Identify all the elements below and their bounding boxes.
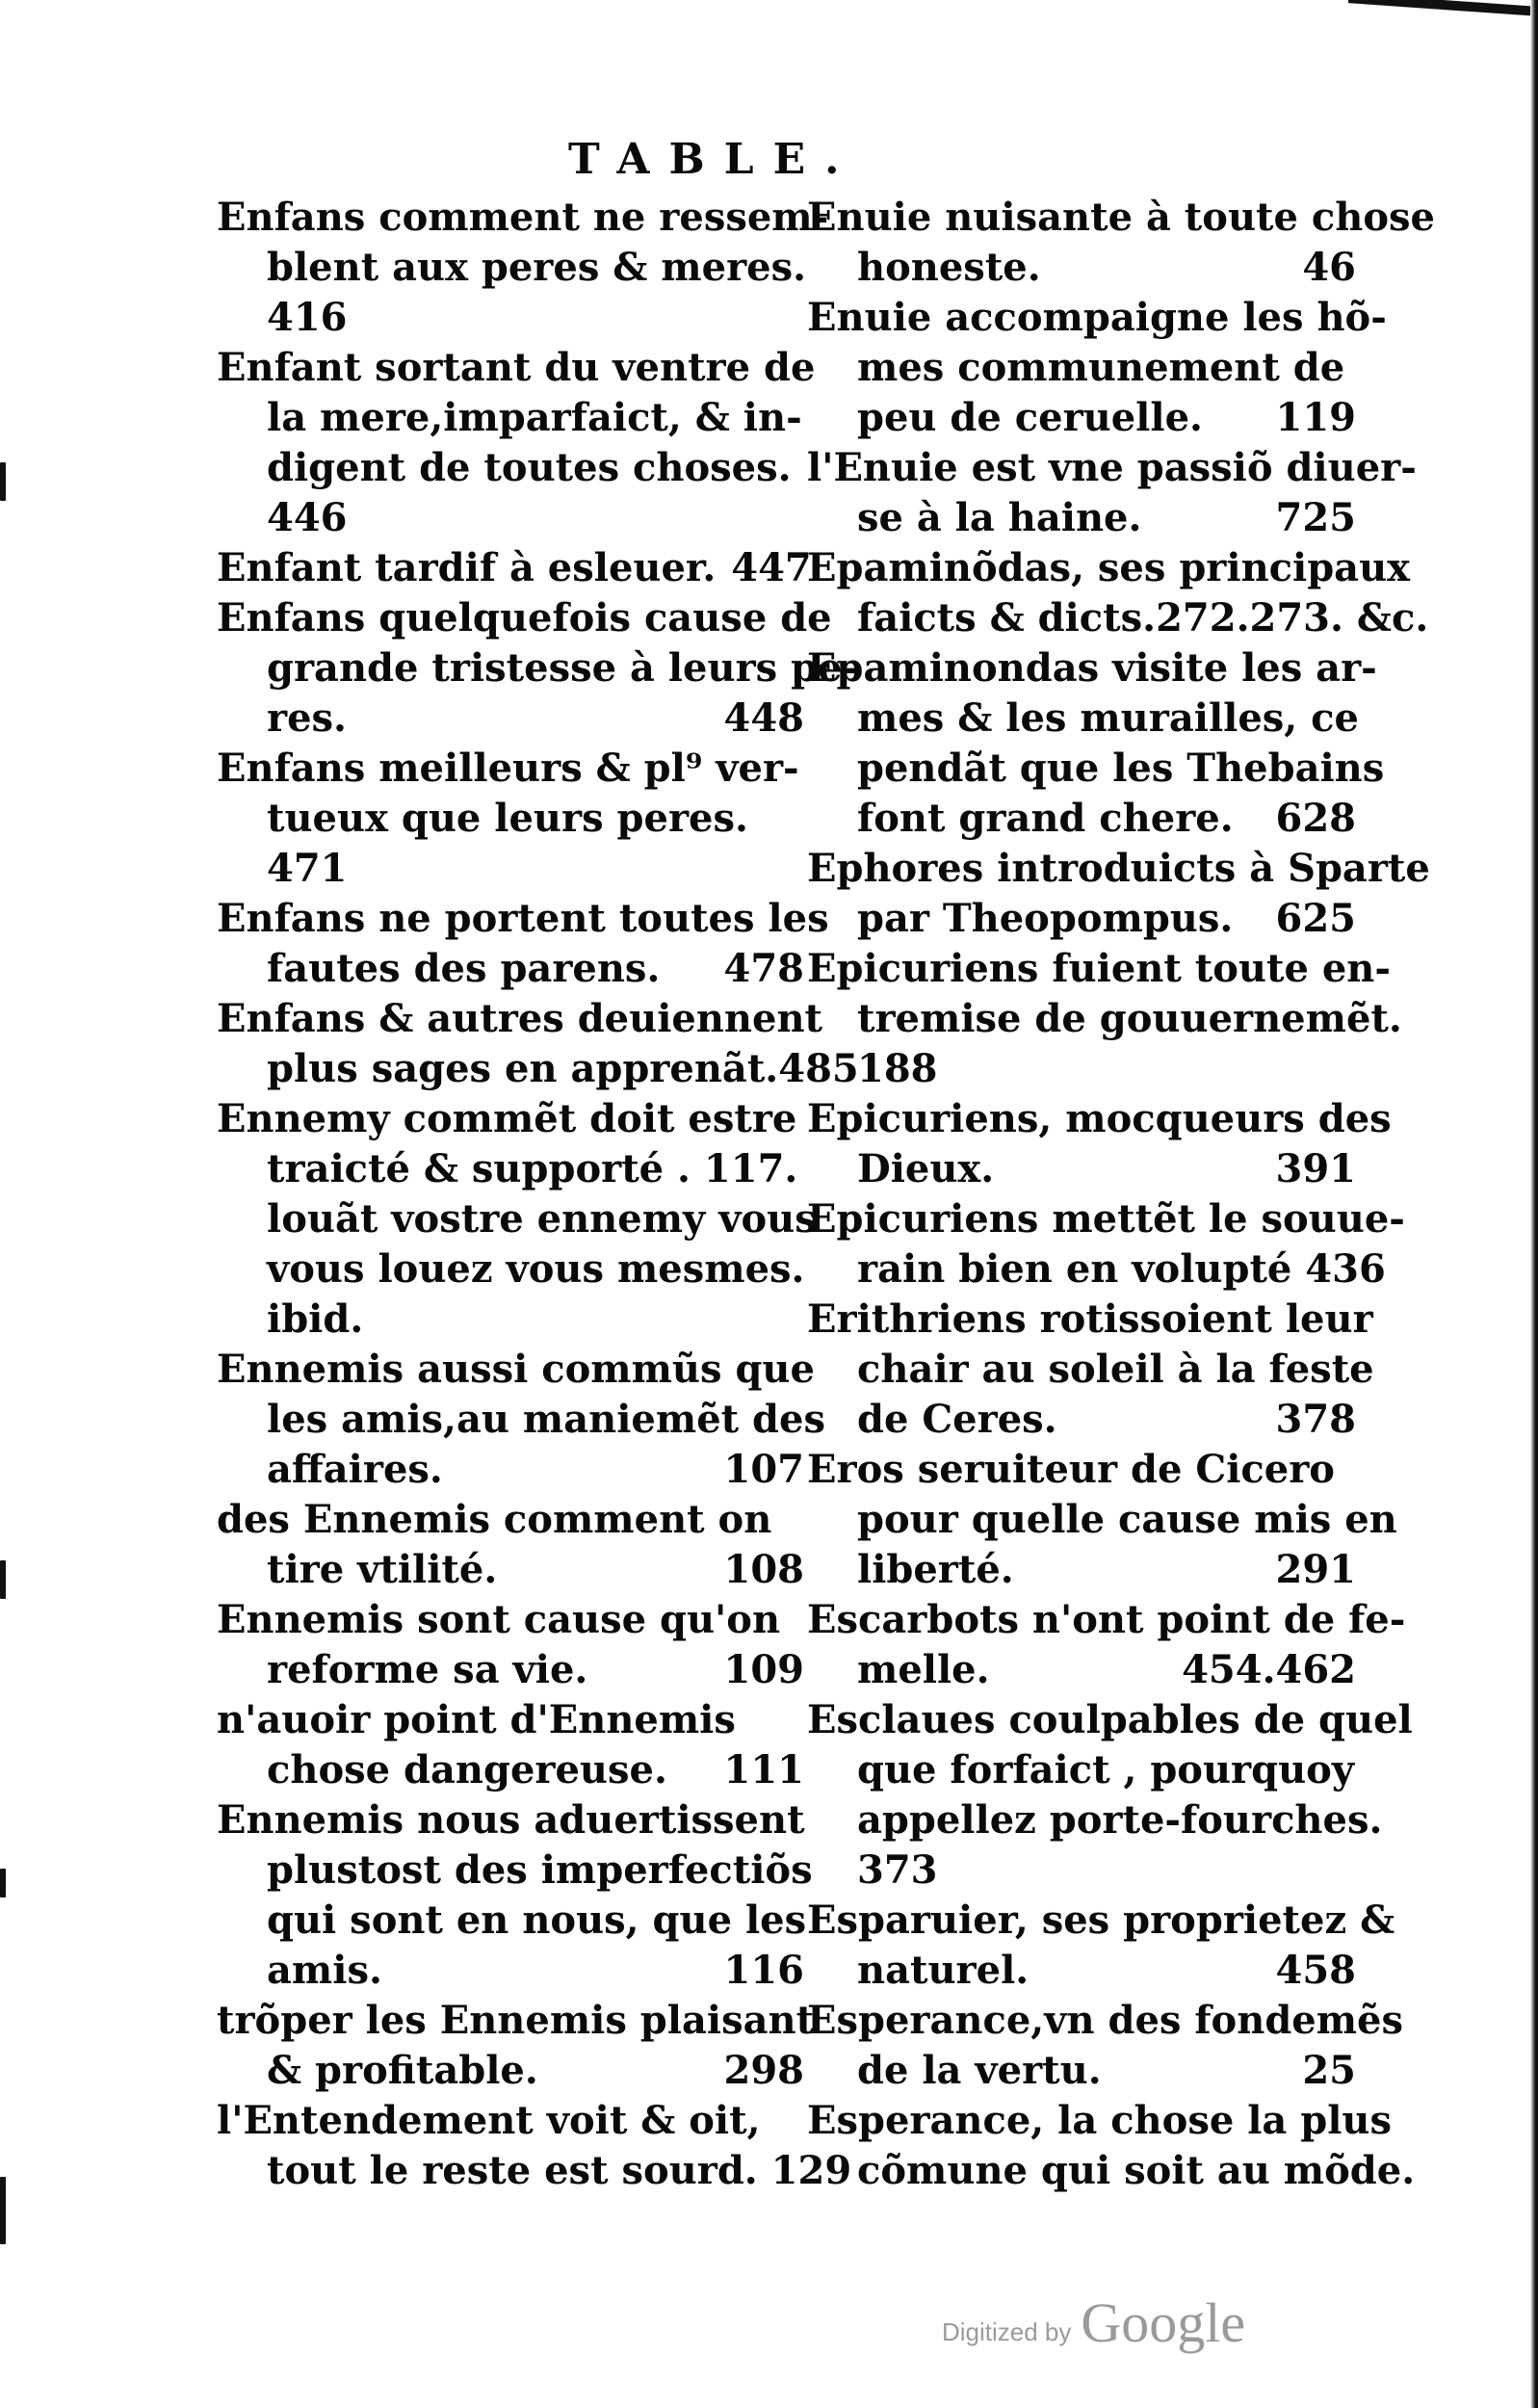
index-entry [807, 1194, 1405, 1295]
entry-line [217, 2046, 804, 2096]
entry-line [807, 2096, 1393, 2146]
entry-text: Ennemis sont cause qu'on [217, 1597, 781, 1642]
entry-text: Epaminõdas, ses principaux [807, 545, 1411, 590]
page-number: 291 [1275, 1547, 1356, 1592]
index-entry [807, 1996, 1404, 2096]
entry-line [807, 593, 1429, 643]
entry-text: peu de ceruelle. [857, 395, 1203, 440]
entry-line [217, 1545, 804, 1595]
page-number: 25 [1302, 2048, 1356, 2093]
entry-line [217, 994, 823, 1044]
entry-line [217, 343, 816, 393]
entry-text: tremise de gouuernemẽt. [857, 996, 1402, 1041]
entry-line [807, 1495, 1397, 1545]
entry-text: les amis,au maniemẽt des [267, 1397, 825, 1442]
entry-line [217, 493, 804, 543]
entry-text: Enfans ne portent toutes les [217, 896, 829, 941]
entry-text: Esperance,vn des fondemẽs [807, 1998, 1404, 2043]
entry-line [217, 1495, 804, 1545]
index-entry [807, 1896, 1395, 1996]
index-entry [807, 1695, 1413, 1896]
entry-text: que forfaict , pourquoy [857, 1747, 1355, 1793]
entry-text: 446 [267, 495, 348, 540]
entry-line [807, 193, 1435, 243]
entry-line [217, 1445, 804, 1495]
entry-text: Escarbots n'ont point de fe- [807, 1597, 1406, 1642]
entry-line [217, 243, 807, 293]
index-entry [217, 1345, 825, 1495]
entry-line [807, 643, 1377, 694]
index-column-right [807, 193, 1435, 2215]
page-number: 298 [723, 2048, 804, 2093]
entry-text: Ennemy commẽt doit estre [217, 1096, 797, 1141]
index-entry [807, 643, 1385, 844]
index-entry [807, 1295, 1374, 1445]
entry-text: Enfant tardif à esleuer. [217, 545, 717, 590]
index-entry [217, 2096, 852, 2196]
entry-line [807, 543, 1411, 593]
entry-text: 471 [267, 846, 348, 891]
index-entry [807, 193, 1435, 293]
entry-line [217, 443, 804, 493]
entry-line [807, 1044, 1356, 1094]
page-header: TABLE. [568, 135, 859, 184]
entry-line [807, 393, 1356, 443]
entry-text: chair au soleil à la feste [857, 1347, 1374, 1392]
entry-line [217, 643, 859, 694]
page-number: 109 [723, 1647, 804, 1692]
google-logo: Google [1081, 2291, 1246, 2354]
page-number: 378 [1275, 1397, 1356, 1442]
entry-line [807, 1545, 1356, 1595]
entry-line [807, 343, 1356, 393]
entry-line [807, 844, 1430, 894]
entry-line [807, 744, 1385, 794]
entry-text: honeste. [857, 245, 1041, 290]
page-number: 625 [1275, 896, 1356, 941]
entry-line [807, 1645, 1356, 1695]
entry-line [807, 944, 1391, 994]
entry-text: 373 [857, 1847, 938, 1893]
entry-line [807, 493, 1356, 543]
entry-line [807, 1946, 1356, 1996]
page-number: 478 [723, 946, 804, 991]
entry-line [807, 1745, 1356, 1795]
index-column-left [217, 193, 859, 2215]
entry-text: Eros seruiteur de Cicero [807, 1447, 1335, 1492]
entry-line [807, 1295, 1373, 1345]
entry-text: ibid. [267, 1296, 364, 1342]
page-number: 111 [723, 1747, 804, 1793]
entry-text: des Ennemis comment on [217, 1497, 772, 1542]
page-number: 628 [1275, 796, 1356, 841]
page-number: 116 [723, 1948, 804, 1993]
index-entry [217, 1495, 804, 1595]
entry-text: Enfant sortant du ventre de [217, 345, 816, 390]
entry-text: Epicuriens fuient toute en- [807, 946, 1391, 991]
index-entry [807, 1595, 1406, 1695]
entry-text: tout le reste est sourd. 129 [267, 2148, 852, 2193]
entry-text: amis. [267, 1948, 382, 1993]
entry-line [807, 994, 1402, 1044]
index-entry [807, 844, 1430, 944]
entry-text: mes & les murailles, ce [857, 695, 1359, 741]
entry-line [807, 293, 1387, 343]
page-edge-right [1530, 0, 1538, 2408]
page-edge-left [0, 0, 10, 2408]
entry-text: Ephores introduicts à Sparte [807, 846, 1430, 891]
page-number: 46 [1302, 245, 1356, 290]
entry-text: louãt vostre ennemy vous [267, 1196, 817, 1242]
index-entry [217, 193, 829, 343]
entry-text: rain bien en volupté 436 [857, 1246, 1386, 1292]
entry-text: Enfans meilleurs & pl⁹ ver- [217, 746, 799, 791]
page-number: 725 [1275, 495, 1356, 540]
entry-line [217, 1946, 804, 1996]
entry-line [807, 1795, 1383, 1845]
entry-text: Enfans comment ne ressem- [217, 195, 829, 240]
entry-line [217, 1896, 807, 1946]
index-entry [217, 1795, 813, 1996]
entry-line [217, 1094, 804, 1144]
entry-line [217, 1194, 817, 1244]
page-number: 107 [723, 1447, 804, 1492]
entry-text: se à la haine. [857, 495, 1142, 540]
entry-line [807, 1094, 1392, 1144]
index-entry [217, 894, 829, 994]
entry-line [807, 894, 1356, 944]
entry-line [807, 2046, 1356, 2096]
entry-text: digent de toutes choses. [267, 445, 792, 490]
entry-text: par Theopompus. [857, 896, 1234, 941]
index-entry [807, 2096, 1416, 2196]
entry-text: l'Enuie est vne passiõ diuer- [807, 445, 1417, 490]
edge-mark [0, 1869, 6, 1898]
entry-line [217, 2146, 852, 2196]
entry-line [217, 794, 804, 844]
entry-text: de Ceres. [857, 1397, 1057, 1442]
entry-text: plus sages en apprenãt.485 [267, 1046, 859, 1091]
entry-line [217, 1695, 804, 1745]
entry-line [807, 1144, 1356, 1194]
entry-text: Ennemis aussi commũs que [217, 1347, 815, 1392]
page-number: 458 [1275, 1948, 1356, 1993]
index-entry [807, 944, 1402, 1094]
entry-line [217, 2096, 804, 2146]
entry-text: appellez porte-fourches. [857, 1797, 1383, 1843]
entry-line [217, 1645, 804, 1695]
entry-text: Enfans quelquefois cause de [217, 595, 832, 641]
entry-line [807, 1595, 1406, 1645]
entry-line [807, 2146, 1416, 2196]
entry-text: vous louez vous mesmes. [267, 1246, 805, 1292]
page-number: 391 [1275, 1146, 1356, 1191]
entry-line [217, 1996, 815, 2046]
entry-text: affaires. [267, 1447, 443, 1492]
entry-text: Esclaues coulpables de quel [807, 1697, 1413, 1742]
entry-text: Esperance, la chose la plus [807, 2098, 1393, 2143]
digitized-footer [942, 2288, 1279, 2355]
entry-line [807, 1194, 1405, 1244]
entry-line [807, 1996, 1404, 2046]
entry-text: melle. [857, 1647, 990, 1692]
entry-line [217, 1044, 859, 1094]
entry-line [217, 1144, 804, 1194]
entry-text: chose dangereuse. [267, 1747, 667, 1793]
entry-line [807, 243, 1356, 293]
entry-text: trõper les Ennemis plaisant [217, 1998, 815, 2043]
entry-text: pendãt que les Thebains [857, 746, 1385, 791]
entry-text: grande tristesse à leurs pe- [267, 645, 859, 691]
entry-text: Esparuier, ses proprietez & [807, 1898, 1395, 1943]
entry-text: Epicuriens mettẽt le souue- [807, 1196, 1405, 1242]
entry-text: Dieux. [857, 1146, 995, 1191]
entry-text: Enfans & autres deuiennent [217, 996, 823, 1041]
entry-text: Epicuriens, mocqueurs des [807, 1096, 1392, 1141]
page-edge-top [1348, 0, 1538, 16]
digitized-prefix: Digitized by [942, 2317, 1072, 2346]
entry-line [217, 1295, 804, 1345]
index-entry [217, 1695, 804, 1795]
index-entry [807, 543, 1429, 643]
entry-text: traicté & supporté . 117. [267, 1146, 798, 1191]
entry-text: Enuie accompaigne les hõ- [807, 295, 1387, 340]
index-entry [217, 593, 859, 744]
entry-text: l'Entendement voit & oit, [217, 2098, 761, 2143]
index-entry [217, 1996, 815, 2096]
entry-line [217, 293, 804, 343]
entry-line [217, 1345, 815, 1395]
page-number: 447 [731, 545, 812, 590]
entry-text: Ennemis nous aduertissent [217, 1797, 805, 1843]
entry-text: 416 [267, 295, 348, 340]
entry-text: 188 [857, 1046, 938, 1091]
index-entry [217, 343, 816, 543]
entry-line [217, 1595, 804, 1645]
page-number: 119 [1275, 395, 1356, 440]
entry-text: plustost des imperfectiõs [267, 1847, 813, 1893]
entry-text: Epaminondas visite les ar- [807, 645, 1377, 691]
page-number: 454.462 [1182, 1647, 1356, 1692]
entry-line [807, 694, 1359, 744]
entry-line [807, 443, 1417, 493]
entry-text: n'auoir point d'Ennemis [217, 1697, 736, 1742]
entry-text: mes communement de [857, 345, 1345, 390]
index-entry [217, 994, 859, 1094]
entry-line [217, 193, 829, 243]
entry-line [807, 1345, 1374, 1395]
entry-text: fautes des parens. [267, 946, 661, 991]
entry-text: de la vertu. [857, 2048, 1102, 2093]
entry-text: qui sont en nous, que les [267, 1898, 807, 1943]
entry-text: la mere,imparfaict, & in- [267, 395, 802, 440]
index-entry [807, 293, 1387, 443]
entry-text: tueux que leurs peres. [267, 796, 748, 841]
entry-text: Enuie nuisante à toute chose [807, 195, 1435, 240]
index-entry [217, 543, 812, 593]
index-entry [217, 744, 804, 894]
entry-text: Erithriens rotissoient leur [807, 1296, 1373, 1342]
entry-text: pour quelle cause mis en [857, 1497, 1397, 1542]
entry-text: cõmune qui soit au mõde. [857, 2148, 1416, 2193]
index-entry [217, 1595, 804, 1695]
index-entry [217, 1094, 817, 1345]
entry-text: font grand chere. [857, 796, 1234, 841]
entry-line [217, 593, 832, 643]
entry-line [217, 1395, 825, 1445]
entry-text: blent aux peres & meres. [267, 245, 807, 290]
entry-text: liberté. [857, 1547, 1014, 1592]
entry-line [217, 393, 804, 443]
entry-line [217, 1745, 804, 1795]
page-number: 448 [723, 695, 804, 741]
entry-line [217, 744, 804, 794]
entry-line [217, 1244, 804, 1295]
entry-line [807, 794, 1356, 844]
entry-line [217, 894, 829, 944]
entry-line [807, 1395, 1356, 1445]
entry-line [217, 1845, 813, 1896]
entry-text: tire vtilité. [267, 1547, 498, 1592]
edge-mark [0, 2177, 6, 2244]
entry-line [217, 543, 812, 593]
entry-text: & profitable. [267, 2048, 538, 2093]
entry-text: res. [267, 695, 347, 741]
index-entry [807, 443, 1417, 543]
entry-text: reforme sa vie. [267, 1647, 588, 1692]
entry-line [807, 1244, 1386, 1295]
edge-mark [0, 1560, 6, 1599]
entry-line [807, 1695, 1413, 1745]
entry-line [217, 1795, 804, 1845]
entry-line [217, 694, 804, 744]
index-entry [807, 1445, 1397, 1595]
entry-line [217, 944, 804, 994]
entry-text: faicts & dicts.272.273. &c. [857, 595, 1429, 641]
entry-line [807, 1896, 1395, 1946]
entry-line [217, 844, 804, 894]
entry-line [807, 1445, 1356, 1495]
edge-mark [0, 462, 6, 501]
page-number: 108 [723, 1547, 804, 1592]
entry-text: naturel. [857, 1948, 1030, 1993]
index-entry [807, 1094, 1392, 1194]
entry-line [807, 1845, 1356, 1896]
